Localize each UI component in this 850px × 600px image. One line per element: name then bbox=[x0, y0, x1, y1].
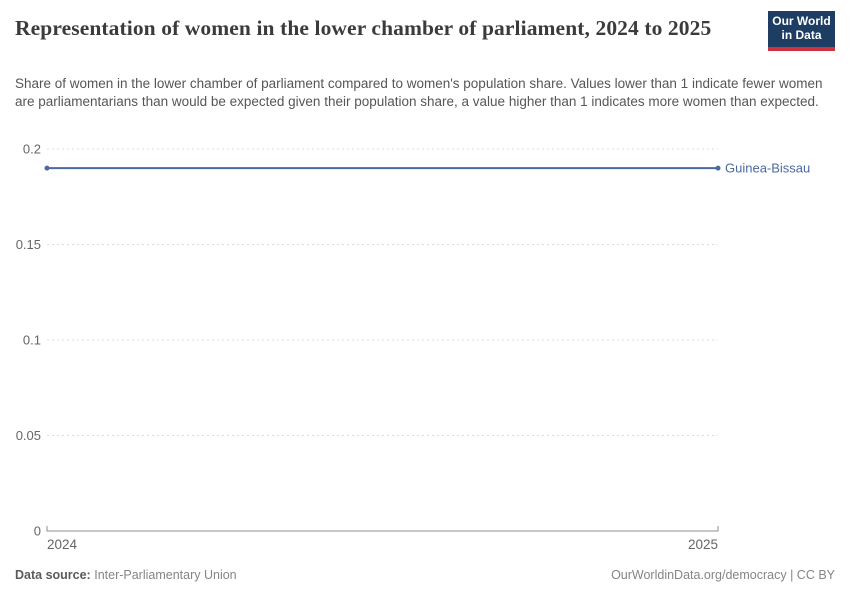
owid-logo-text: Our World in Data bbox=[768, 11, 835, 47]
data-source bbox=[15, 568, 237, 582]
series-point bbox=[45, 166, 50, 171]
x-tick-label: 2024 bbox=[47, 537, 78, 552]
x-tick-label: 2025 bbox=[687, 537, 718, 552]
x-axis bbox=[47, 526, 718, 531]
line-chart bbox=[0, 140, 850, 560]
y-tick-label: 0.1 bbox=[22, 332, 41, 348]
owid-logo[interactable] bbox=[768, 11, 835, 51]
page-title: Representation of women in the lower chamber of parliament, 2024 to 2025 bbox=[15, 16, 712, 40]
attribution-link[interactable]: OurWorldinData.org/democracy | CC BY bbox=[611, 568, 835, 582]
series-label[interactable]: Guinea-Bissau bbox=[725, 160, 811, 176]
owid-logo-accent-bar bbox=[768, 47, 835, 51]
chart-footer bbox=[15, 568, 835, 582]
y-tick-label: 0.05 bbox=[15, 428, 41, 443]
y-tick-label: 0 bbox=[33, 523, 41, 539]
chart-subtitle: Share of women in the lower chamber of parliament compared to women's population share. Values lower than 1 indicate fewer women are parliamentarians than would be expected given their population share, a value higher than 1 indicates more women than expected. bbox=[15, 76, 823, 109]
series-point bbox=[716, 166, 721, 171]
y-tick-label: 0.2 bbox=[22, 141, 41, 157]
data-source-value: Inter-Parliamentary Union bbox=[94, 568, 237, 582]
y-tick-label: 0.15 bbox=[15, 237, 41, 252]
data-source-label: Data source: bbox=[15, 568, 91, 582]
